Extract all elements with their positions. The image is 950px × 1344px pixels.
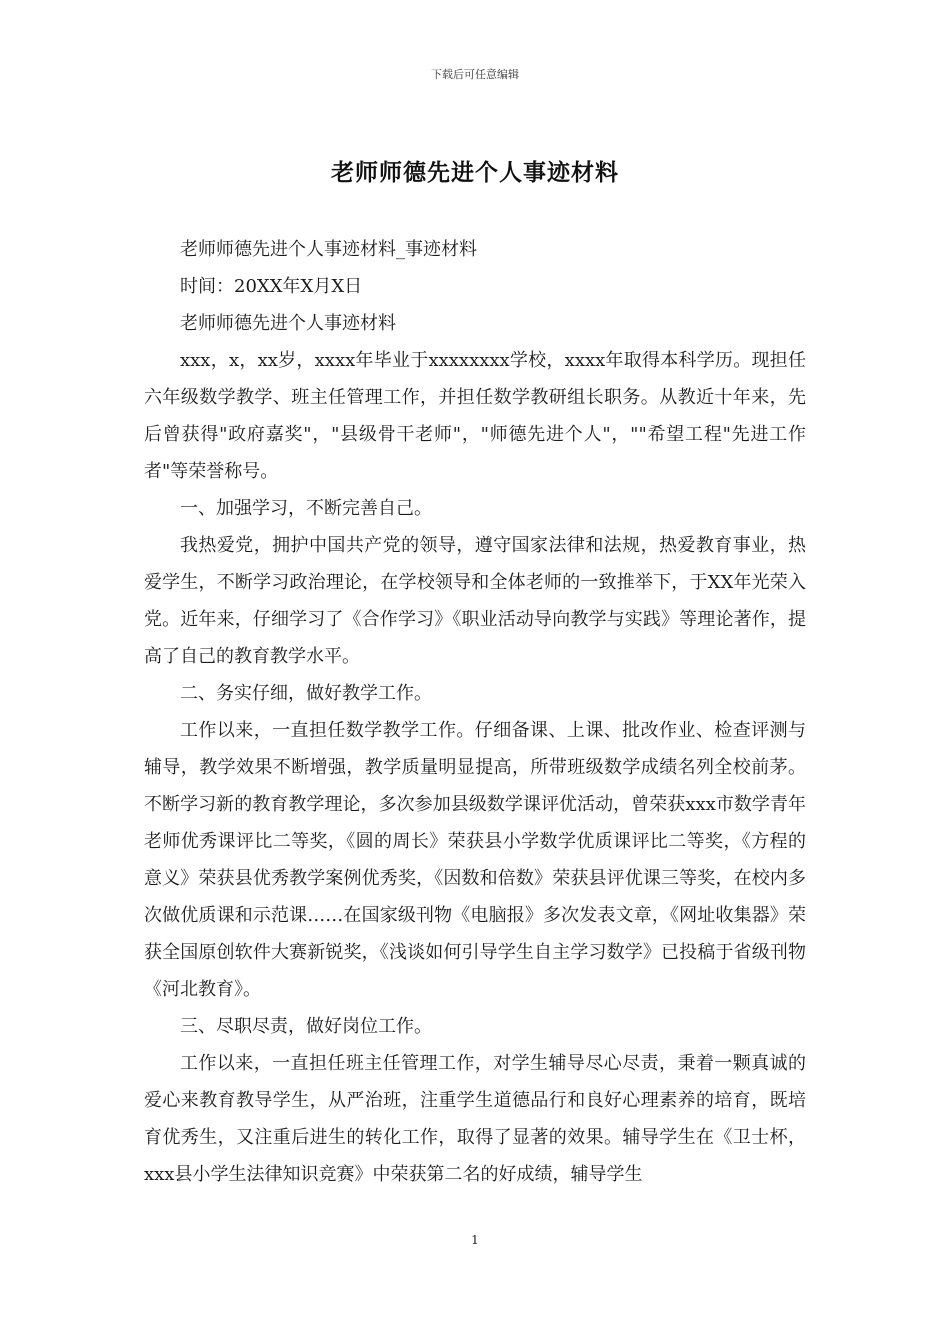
document-title: 老师师德先进个人事迹材料: [331, 159, 619, 186]
paragraph-section-3: 工作以来，一直担任班主任管理工作，对学生辅导尽心尽责，秉着一颗真诚的爱心来教育教导学生，从严治班，注重学生道德品行和良好心理素养的培育，既培育优秀生，又注重后进生的转化工作，取得了显著的效果。辅导学生在《卫士杯，xxx县小学生法律知识竞赛》中荣获第二名的好成绩，辅导学生: [144, 1053, 806, 1185]
section-heading-3: 三、尽职尽责，做好岗位工作。: [180, 1016, 432, 1037]
paragraph-intro: xxx，x，xx岁，xxxx年毕业于xxxxxxxx学校，xxxx年取得本科学历。现担任六年级数学教学、班主任管理工作，并担任数学教研组长职务。从教近十年来，先后曾获得"政府嘉奖"，"县级骨干老师"，"师德先进个人"，""希望工程"先进工作者"等荣誉称号。: [144, 350, 806, 482]
document-body: [144, 231, 806, 1193]
paragraph-section-2: 工作以来，一直担任数学教学工作。仔细备课、上课、批改作业、检查评测与辅导，教学效果不断增强，教学质量明显提高，所带班级数学成绩名列全校前茅。不断学习新的教育教学理论，多次参加县级数学课评优活动，曾荣获xxx市数学青年老师优秀课评比二等奖，《圆的周长》荣获县小学数学优质课评比二等奖，《方程的意义》荣获县优秀教学案例优秀奖，《因数和倍数》荣获县评优课三等奖，在校内多次做优质课和示范课……在国家级刊物《电脑报》多次发表文章，《网址收集器》荣获全国原创软件大赛新锐奖，《浅谈如何引导学生自主学习数学》已投稿于省级刊物《河北教育》。: [144, 720, 806, 1000]
paragraph-date: 时间：20XX年X月X日: [180, 276, 363, 297]
header-note: 下载后可任意编辑: [431, 68, 519, 81]
paragraph-heading: 老师师德先进个人事迹材料: [180, 313, 396, 334]
section-heading-2: 二、务实仔细，做好教学工作。: [180, 683, 432, 704]
page-number: 1: [471, 1233, 479, 1247]
paragraph-subtitle: 老师师德先进个人事迹材料_事迹材料: [180, 239, 477, 260]
paragraph-section-1: 我热爱党，拥护中国共产党的领导，遵守国家法律和法规，热爱教育事业，热爱学生，不断学习政治理论，在学校领导和全体老师的一致推举下，于XX年光荣入党。近年来，仔细学习了《合作学习》《职业活动导向教学与实践》等理论著作，提高了自己的教育教学水平。: [144, 535, 806, 667]
section-heading-1: 一、加强学习，不断完善自己。: [180, 498, 432, 519]
